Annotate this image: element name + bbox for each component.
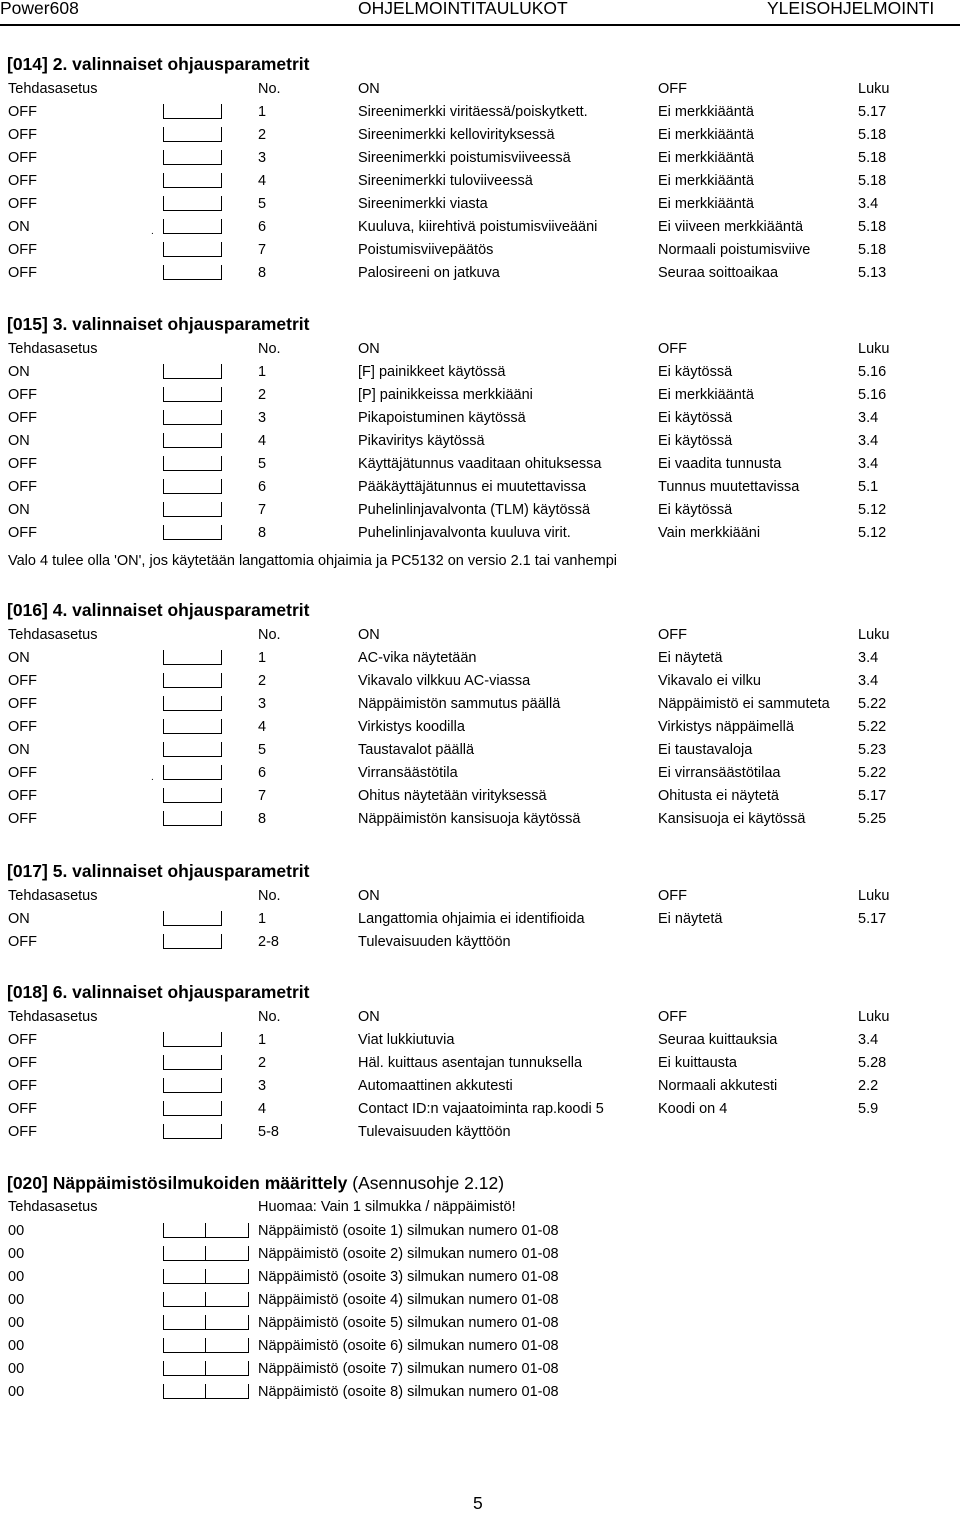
- default-value: OFF: [8, 127, 37, 143]
- page-number: 5: [473, 1493, 483, 1513]
- on-description: Sireenimerkki viritäessä/poiskytkett.: [358, 104, 588, 120]
- option-number: 1: [258, 1032, 267, 1048]
- entry-box[interactable]: [163, 1361, 249, 1376]
- on-description: Sireenimerkki kellovirityksessä: [358, 127, 555, 143]
- entry-box[interactable]: [163, 1124, 222, 1139]
- keypad-description: Näppäimistö (osoite 3) silmukan numero 01-08: [258, 1269, 559, 1285]
- section-title: [018] 6. valinnaiset ohjausparametrit: [7, 982, 310, 1002]
- option-number: 4: [258, 433, 267, 449]
- header-ref: Luku: [858, 888, 890, 904]
- default-value: 00: [8, 1361, 25, 1377]
- entry-box[interactable]: [163, 696, 222, 711]
- on-description: Pääkäyttäjätunnus ei muutettavissa: [358, 479, 587, 495]
- chapter-ref: 5.22: [858, 719, 887, 735]
- option-number: 2: [258, 1055, 267, 1071]
- header-ref: Luku: [858, 627, 890, 643]
- page-header: [0, 0, 960, 20]
- section-title: [015] 3. valinnaiset ohjausparametrit: [7, 314, 310, 334]
- off-description: Ei näytetä: [658, 911, 723, 927]
- chapter-ref: 3.4: [858, 433, 879, 449]
- table-row: [0, 361, 960, 384]
- chapter-ref: 5.28: [858, 1055, 887, 1071]
- on-description: Kuuluva, kiirehtivä poistumisviiveääni: [358, 219, 598, 235]
- off-description: Seuraa kuittauksia: [658, 1032, 778, 1048]
- chapter-ref: 5.25: [858, 811, 887, 827]
- header-default: Tehdasasetus: [8, 1199, 98, 1215]
- header-product: Power608: [0, 0, 79, 18]
- entry-box[interactable]: [163, 433, 222, 448]
- default-value: ON: [8, 742, 30, 758]
- option-number: 6: [258, 765, 267, 781]
- table-row: [0, 1289, 960, 1312]
- default-value: OFF: [8, 1124, 37, 1140]
- default-value: 00: [8, 1384, 25, 1400]
- table-row: [0, 499, 960, 522]
- table-row: [0, 262, 960, 285]
- off-description: Ei virransäästötilaa: [658, 765, 781, 781]
- on-description: AC-vika näytetään: [358, 650, 477, 666]
- header-ref: Luku: [858, 81, 890, 97]
- keypad-description: Näppäimistö (osoite 7) silmukan numero 01-08: [258, 1361, 559, 1377]
- chapter-ref: 3.4: [858, 456, 879, 472]
- on-description: Viat lukkiutuvia: [358, 1032, 455, 1048]
- option-number: 1: [258, 911, 267, 927]
- default-value: OFF: [8, 410, 37, 426]
- on-description: Contact ID:n vajaatoiminta rap.koodi 5: [358, 1101, 604, 1117]
- table-header: [0, 1006, 960, 1029]
- default-value: OFF: [8, 150, 37, 166]
- chapter-ref: 5.17: [858, 788, 887, 804]
- chapter-ref: 2.2: [858, 1078, 879, 1094]
- on-description: Sireenimerkki viasta: [358, 196, 488, 212]
- chapter-ref: 5.13: [858, 265, 887, 281]
- header-divider: [0, 24, 960, 26]
- off-description: Virkistys näppäimellä: [658, 719, 794, 735]
- on-description: Näppäimistön sammutus päällä: [358, 696, 561, 712]
- option-number: 7: [258, 788, 267, 804]
- default-value: OFF: [8, 387, 37, 403]
- header-off: OFF: [658, 341, 687, 357]
- default-value: OFF: [8, 719, 37, 735]
- entry-box[interactable]: [163, 127, 222, 142]
- entry-box[interactable]: [163, 1101, 222, 1116]
- header-off: OFF: [658, 1009, 687, 1025]
- table-row: [0, 716, 960, 739]
- table-row: [0, 1266, 960, 1289]
- off-description: Normaali akkutesti: [658, 1078, 778, 1094]
- default-value: 00: [8, 1246, 25, 1262]
- on-description: Virransäästötila: [358, 765, 458, 781]
- chapter-ref: 5.18: [858, 219, 887, 235]
- header-right-title: YLEISOHJELMOINTI: [767, 0, 935, 18]
- table-row: [0, 384, 960, 407]
- on-description: [F] painikkeet käytössä: [358, 364, 506, 380]
- off-description: Näppäimistö ei sammuteta: [658, 696, 830, 712]
- table-row: [0, 522, 960, 545]
- off-description: Ei käytössä: [658, 433, 733, 449]
- option-number: 3: [258, 696, 267, 712]
- table-row: [0, 476, 960, 499]
- header-ref: Luku: [858, 1009, 890, 1025]
- entry-box[interactable]: [163, 650, 222, 665]
- table-row: [0, 670, 960, 693]
- section-title: [017] 5. valinnaiset ohjausparametrit: [7, 861, 310, 881]
- on-description: Puhelinlinjavalvonta (TLM) käytössä: [358, 502, 591, 518]
- entry-box[interactable]: [163, 1338, 249, 1353]
- option-number: 4: [258, 1101, 267, 1117]
- default-value: 00: [8, 1338, 25, 1354]
- table-row: [0, 931, 960, 954]
- default-value: OFF: [8, 934, 37, 950]
- table-row: [0, 693, 960, 716]
- header-note: Huomaa: Vain 1 silmukka / näppäimistö!: [258, 1199, 516, 1215]
- header-no: No.: [258, 1009, 281, 1025]
- off-description: Ei kuittausta: [658, 1055, 737, 1071]
- on-description: Taustavalot päällä: [358, 742, 475, 758]
- entry-box[interactable]: [163, 479, 222, 494]
- section-title-reference: (Asennusohje 2.12): [352, 1173, 505, 1193]
- off-description: Vain merkkiääni: [658, 525, 761, 541]
- default-value: OFF: [8, 196, 37, 212]
- header-default: Tehdasasetus: [8, 341, 98, 357]
- default-value: 00: [8, 1269, 25, 1285]
- chapter-ref: 3.4: [858, 673, 879, 689]
- default-value: OFF: [8, 696, 37, 712]
- table-row: [0, 1358, 960, 1381]
- entry-box[interactable]: [163, 173, 222, 188]
- entry-box[interactable]: [163, 1246, 249, 1261]
- off-description: Tunnus muutettavissa: [658, 479, 800, 495]
- table-row: [0, 101, 960, 124]
- entry-box[interactable]: [163, 456, 222, 471]
- section-title: [016] 4. valinnaiset ohjausparametrit: [7, 600, 310, 620]
- option-number: 2: [258, 673, 267, 689]
- default-value: ON: [8, 219, 30, 235]
- default-value: OFF: [8, 1101, 37, 1117]
- table-row: [0, 239, 960, 262]
- entry-box[interactable]: [163, 742, 222, 757]
- table-row: [0, 1220, 960, 1243]
- chapter-ref: 5.9: [858, 1101, 879, 1117]
- on-description: Tulevaisuuden käyttöön: [358, 934, 511, 950]
- option-number: 4: [258, 719, 267, 735]
- keypad-description: Näppäimistö (osoite 4) silmukan numero 01-08: [258, 1292, 559, 1308]
- off-description: Ei taustavaloja: [658, 742, 753, 758]
- chapter-ref: 5.17: [858, 911, 887, 927]
- entry-box[interactable]: [163, 265, 222, 280]
- off-description: Ohitusta ei näytetä: [658, 788, 779, 804]
- on-description: Sireenimerkki tuloviiveessä: [358, 173, 533, 189]
- entry-box[interactable]: [163, 1032, 222, 1047]
- entry-box[interactable]: [163, 1055, 222, 1070]
- table-row: [0, 1243, 960, 1266]
- default-value: OFF: [8, 525, 37, 541]
- table-row: [0, 1075, 960, 1098]
- table-row: [0, 430, 960, 453]
- option-number: 3: [258, 410, 267, 426]
- entry-box[interactable]: [163, 387, 222, 402]
- section-note: Valo 4 tulee olla 'ON', jos käytetään langattomia ohjaimia ja PC5132 on versio 2.1 tai vanhempi: [8, 553, 617, 569]
- entry-box[interactable]: [163, 364, 222, 379]
- chapter-ref: 5.18: [858, 127, 887, 143]
- entry-box[interactable]: [163, 911, 222, 926]
- on-description: Käyttäjätunnus vaaditaan ohituksessa: [358, 456, 602, 472]
- header-no: No.: [258, 888, 281, 904]
- table-row: [0, 1121, 960, 1144]
- default-value: OFF: [8, 811, 37, 827]
- table-row: [0, 193, 960, 216]
- table-row: [0, 762, 960, 785]
- entry-box[interactable]: .: [163, 765, 222, 780]
- chapter-ref: 5.18: [858, 150, 887, 166]
- header-off: OFF: [658, 627, 687, 643]
- default-value: OFF: [8, 479, 37, 495]
- header-ref: Luku: [858, 341, 890, 357]
- default-value: 00: [8, 1315, 25, 1331]
- option-number: 2: [258, 387, 267, 403]
- option-number: 5: [258, 196, 267, 212]
- option-number: 5: [258, 742, 267, 758]
- table-row: [0, 808, 960, 831]
- off-description: Ei merkkiääntä: [658, 387, 754, 403]
- header-default: Tehdasasetus: [8, 1009, 98, 1025]
- off-description: Ei käytössä: [658, 410, 733, 426]
- table-row: [0, 1029, 960, 1052]
- entry-box[interactable]: [163, 525, 222, 540]
- off-description: Koodi on 4: [658, 1101, 728, 1117]
- chapter-ref: 3.4: [858, 410, 879, 426]
- table-row: [0, 1098, 960, 1121]
- entry-box[interactable]: [163, 1269, 249, 1284]
- option-number: 1: [258, 104, 267, 120]
- entry-box[interactable]: [163, 242, 222, 257]
- table-header: [0, 885, 960, 908]
- header-center-title: OHJELMOINTITAULUKOT: [358, 0, 568, 18]
- entry-box[interactable]: .: [163, 219, 222, 234]
- off-description: Ei käytössä: [658, 364, 733, 380]
- option-number: 5-8: [258, 1124, 279, 1140]
- default-value: OFF: [8, 788, 37, 804]
- section-title: [014] 2. valinnaiset ohjausparametrit: [7, 54, 310, 74]
- on-description: Vikavalo vilkkuu AC-viassa: [358, 673, 531, 689]
- on-description: Häl. kuittaus asentajan tunnuksella: [358, 1055, 583, 1071]
- off-description: Ei merkkiääntä: [658, 196, 754, 212]
- chapter-ref: 5.18: [858, 242, 887, 258]
- entry-box[interactable]: [163, 934, 222, 949]
- entry-box[interactable]: [163, 150, 222, 165]
- keypad-description: Näppäimistö (osoite 6) silmukan numero 01-08: [258, 1338, 559, 1354]
- on-description: Pikapoistuminen käytössä: [358, 410, 526, 426]
- keypad-description: Näppäimistö (osoite 2) silmukan numero 01-08: [258, 1246, 559, 1262]
- chapter-ref: 5.12: [858, 502, 887, 518]
- table-row: [0, 216, 960, 239]
- off-description: Ei näytetä: [658, 650, 723, 666]
- off-description: Seuraa soittoaikaa: [658, 265, 779, 281]
- default-value: ON: [8, 502, 30, 518]
- option-number: 5: [258, 456, 267, 472]
- chapter-ref: 5.17: [858, 104, 887, 120]
- table-header: [0, 78, 960, 101]
- entry-box[interactable]: [163, 410, 222, 425]
- table-row: [0, 785, 960, 808]
- default-value: OFF: [8, 673, 37, 689]
- table-row: [0, 1052, 960, 1075]
- default-value: OFF: [8, 1032, 37, 1048]
- default-value: ON: [8, 433, 30, 449]
- table-header: [0, 1196, 960, 1219]
- keypad-description: Näppäimistö (osoite 8) silmukan numero 01-08: [258, 1384, 559, 1400]
- table-row: [0, 147, 960, 170]
- table-header: [0, 624, 960, 647]
- off-description: Vikavalo ei vilku: [658, 673, 761, 689]
- table-row: [0, 647, 960, 670]
- chapter-ref: 3.4: [858, 196, 879, 212]
- option-number: 8: [258, 265, 267, 281]
- default-value: 00: [8, 1223, 25, 1239]
- on-description: Tulevaisuuden käyttöön: [358, 1124, 511, 1140]
- default-value: OFF: [8, 242, 37, 258]
- option-number: 2: [258, 127, 267, 143]
- entry-box[interactable]: [163, 811, 222, 826]
- chapter-ref: 3.4: [858, 1032, 879, 1048]
- keypad-description: Näppäimistö (osoite 1) silmukan numero 01-08: [258, 1223, 559, 1239]
- chapter-ref: 5.12: [858, 525, 887, 541]
- header-off: OFF: [658, 888, 687, 904]
- entry-box[interactable]: [163, 788, 222, 803]
- on-description: Ohitus näytetään virityksessä: [358, 788, 547, 804]
- option-number: 2-8: [258, 934, 279, 950]
- off-description: Ei vaadita tunnusta: [658, 456, 782, 472]
- off-description: Ei viiveen merkkiääntä: [658, 219, 804, 235]
- chapter-ref: 5.18: [858, 173, 887, 189]
- default-value: OFF: [8, 1055, 37, 1071]
- entry-box[interactable]: [163, 1292, 249, 1307]
- header-no: No.: [258, 341, 281, 357]
- default-value: OFF: [8, 265, 37, 281]
- on-description: Langattomia ohjaimia ei identifioida: [358, 911, 585, 927]
- on-description: [P] painikkeissa merkkiääni: [358, 387, 533, 403]
- option-number: 8: [258, 525, 267, 541]
- on-description: Sireenimerkki poistumisviiveessä: [358, 150, 571, 166]
- off-description: Ei merkkiääntä: [658, 173, 754, 189]
- entry-box[interactable]: [163, 673, 222, 688]
- table-row: [0, 1381, 960, 1404]
- table-row: [0, 453, 960, 476]
- header-off: OFF: [658, 81, 687, 97]
- off-description: Kansisuoja ei käytössä: [658, 811, 806, 827]
- header-on: ON: [358, 627, 380, 643]
- entry-box[interactable]: [163, 1223, 249, 1238]
- option-number: 6: [258, 219, 267, 235]
- header-on: ON: [358, 1009, 380, 1025]
- option-number: 1: [258, 364, 267, 380]
- on-description: Puhelinlinjavalvonta kuuluva virit.: [358, 525, 571, 541]
- table-row: [0, 739, 960, 762]
- default-value: ON: [8, 650, 30, 666]
- section-title-main: [020] Näppäimistösilmukoiden määrittely: [7, 1173, 348, 1193]
- option-number: 7: [258, 242, 267, 258]
- entry-box[interactable]: [163, 104, 222, 119]
- option-number: 3: [258, 150, 267, 166]
- chapter-ref: 5.22: [858, 765, 887, 781]
- default-value: OFF: [8, 173, 37, 189]
- on-description: Näppäimistön kansisuoja käytössä: [358, 811, 581, 827]
- entry-box[interactable]: [163, 1384, 249, 1399]
- default-value: ON: [8, 911, 30, 927]
- header-no: No.: [258, 627, 281, 643]
- on-description: Virkistys koodilla: [358, 719, 465, 735]
- header-on: ON: [358, 341, 380, 357]
- off-description: Ei merkkiääntä: [658, 127, 754, 143]
- off-description: Ei merkkiääntä: [658, 150, 754, 166]
- on-description: Poistumisviivepäätös: [358, 242, 494, 258]
- default-value: OFF: [8, 456, 37, 472]
- header-default: Tehdasasetus: [8, 888, 98, 904]
- option-number: 6: [258, 479, 267, 495]
- entry-box[interactable]: [163, 719, 222, 734]
- off-description: Ei merkkiääntä: [658, 104, 754, 120]
- table-row: [0, 124, 960, 147]
- entry-box[interactable]: [163, 1078, 222, 1093]
- off-description: Normaali poistumisviive: [658, 242, 811, 258]
- default-value: OFF: [8, 765, 37, 781]
- option-number: 8: [258, 811, 267, 827]
- off-description: Ei käytössä: [658, 502, 733, 518]
- entry-box[interactable]: [163, 1315, 249, 1330]
- header-default: Tehdasasetus: [8, 81, 98, 97]
- table-row: [0, 407, 960, 430]
- section-title: [7, 1172, 504, 1194]
- option-number: 4: [258, 173, 267, 189]
- table-row: [0, 1312, 960, 1335]
- entry-box[interactable]: [163, 196, 222, 211]
- option-number: 1: [258, 650, 267, 666]
- header-on: ON: [358, 888, 380, 904]
- on-description: Automaattinen akkutesti: [358, 1078, 513, 1094]
- header-no: No.: [258, 81, 281, 97]
- option-number: 3: [258, 1078, 267, 1094]
- table-row: [0, 170, 960, 193]
- chapter-ref: 5.1: [858, 479, 879, 495]
- keypad-description: Näppäimistö (osoite 5) silmukan numero 01-08: [258, 1315, 559, 1331]
- table-row: [0, 908, 960, 931]
- header-on: ON: [358, 81, 380, 97]
- chapter-ref: 5.16: [858, 387, 887, 403]
- default-value: OFF: [8, 1078, 37, 1094]
- table-row: [0, 1335, 960, 1358]
- table-header: [0, 338, 960, 361]
- entry-box[interactable]: [163, 502, 222, 517]
- on-description: Pikaviritys käytössä: [358, 433, 485, 449]
- on-description: Palosireeni on jatkuva: [358, 265, 500, 281]
- default-value: 00: [8, 1292, 25, 1308]
- default-value: ON: [8, 364, 30, 380]
- chapter-ref: 5.22: [858, 696, 887, 712]
- chapter-ref: 3.4: [858, 650, 879, 666]
- header-default: Tehdasasetus: [8, 627, 98, 643]
- chapter-ref: 5.16: [858, 364, 887, 380]
- default-value: OFF: [8, 104, 37, 120]
- option-number: 7: [258, 502, 267, 518]
- chapter-ref: 5.23: [858, 742, 887, 758]
